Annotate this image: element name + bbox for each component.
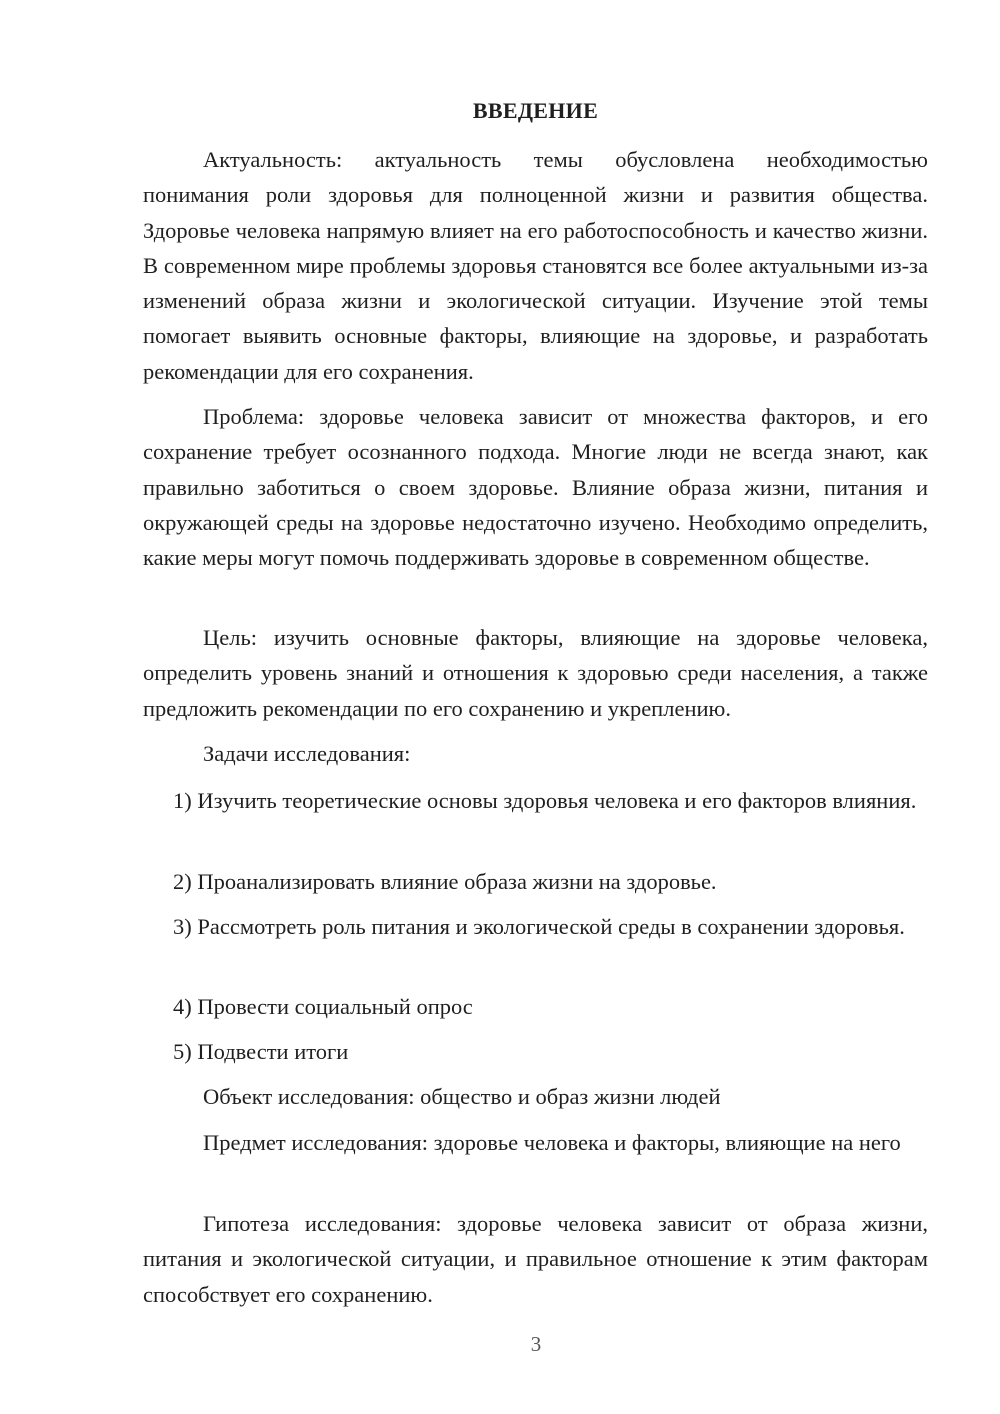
task-item-1: 1) Изучить теоретические основы здоровья человека и его факторов влияния. — [173, 788, 917, 813]
paragraph-goal: Цель: изучить основные факторы, влияющие на здоровье человека, определить уровень знаний и отношения к здоровью среди населения, а также предложить рекомендации по его сохранению и укреплению. — [143, 625, 928, 721]
paragraph-object: Объект исследования: общество и образ жизни людей — [203, 1084, 721, 1109]
task-item-3: 3) Рассмотреть роль питания и экологической среды в сохранении здоровья. — [173, 914, 905, 939]
section-title: ВВЕДЕНИЕ — [472, 98, 599, 123]
tasks-heading: Задачи исследования: — [203, 741, 411, 766]
task-item-2: 2) Проанализировать влияние образа жизни на здоровье. — [173, 869, 717, 894]
paragraph-subject: Предмет исследования: здоровье человека и факторы, влияющие на него — [203, 1130, 901, 1155]
paragraph-hypothesis: Гипотеза исследования: здоровье человека зависит от образа жизни, питания и экологической ситуации, и правильное отношение к этим факторам способствует его сохранению. — [143, 1211, 928, 1307]
page-number: 3 — [530, 1332, 542, 1356]
paragraph-relevance: Актуальность: актуальность темы обусловлена необходимостью понимания роли здоровья для полноценной жизни и развития общества. Здоровье человека напрямую влияет на его работоспособность и качество жизни. В современном мире проблемы здоровья становятся все более актуальными из-за изменений образа жизни и экологической ситуации. Изучение этой темы помогает выявить основные факторы, влияющие на здоровье, и разработать рекомендации для его сохранения. — [143, 147, 928, 384]
task-item-4: 4) Провести социальный опрос — [173, 994, 473, 1019]
task-item-5: 5) Подвести итоги — [173, 1039, 349, 1064]
paragraph-problem: Проблема: здоровье человека зависит от множества факторов, и его сохранение требует осознанного подхода. Многие люди не всегда знают, как правильно заботиться о своем здоровье. Влияние образа жизни, питания и окружающей среды на здоровье недостаточно изучено. Необходимо определить, какие меры могут помочь поддерживать здоровье в современном обществе. — [143, 404, 928, 571]
